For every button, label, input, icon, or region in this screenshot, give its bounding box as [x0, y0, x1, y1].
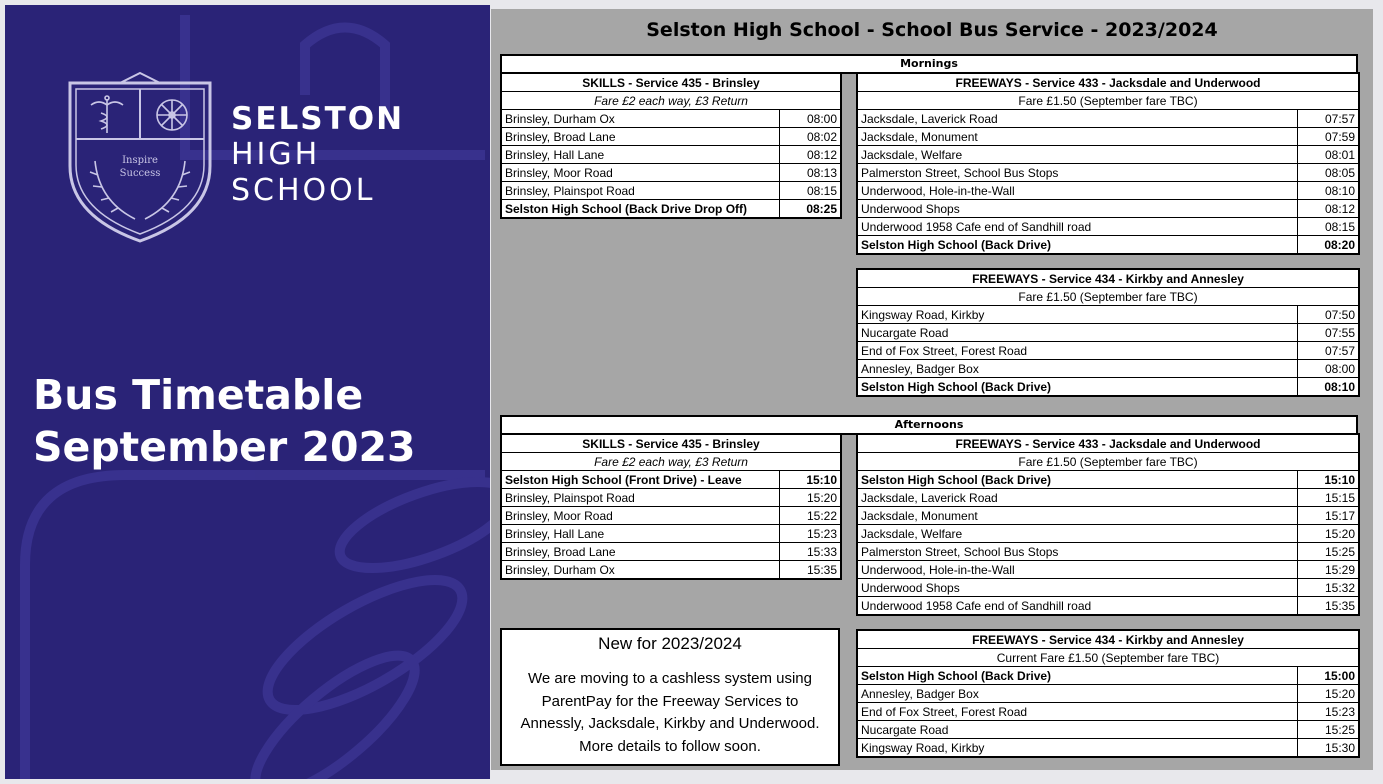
stop-time: 08:01 — [1297, 146, 1359, 164]
stop-name: Selston High School (Back Drive) — [857, 667, 1297, 685]
stop-name: Brinsley, Plainspot Road — [501, 489, 779, 507]
stop-name: Palmerston Street, School Bus Stops — [857, 543, 1297, 561]
table-row — [857, 525, 1359, 543]
stop-name: Brinsley, Hall Lane — [501, 146, 779, 164]
stop-name: Jacksdale, Welfare — [857, 525, 1297, 543]
table-row — [501, 164, 841, 182]
stop-time: 08:02 — [779, 128, 841, 146]
stop-time: 08:10 — [1297, 182, 1359, 200]
stop-name: Kingsway Road, Kirkby — [857, 739, 1297, 758]
notice-title: New for 2023/2024 — [598, 634, 742, 653]
stop-time: 08:13 — [779, 164, 841, 182]
stop-time: 15:20 — [779, 489, 841, 507]
stop-time: 08:15 — [1297, 218, 1359, 236]
stop-name: Annesley, Badger Box — [857, 360, 1297, 378]
table-row — [501, 489, 841, 507]
service-title: SKILLS - Service 435 - Brinsley — [501, 73, 841, 92]
table-row — [857, 324, 1359, 342]
stop-name: End of Fox Street, Forest Road — [857, 342, 1297, 360]
stop-time: 15:29 — [1297, 561, 1359, 579]
stop-time: 15:00 — [1297, 667, 1359, 685]
stop-name: End of Fox Street, Forest Road — [857, 703, 1297, 721]
mornings-freeways-434-table — [856, 268, 1360, 397]
stop-time: 15:17 — [1297, 507, 1359, 525]
stop-name: Annesley, Badger Box — [857, 685, 1297, 703]
table-row — [857, 561, 1359, 579]
caduceus-icon — [91, 96, 123, 133]
table-row — [857, 236, 1359, 255]
stop-time: 15:35 — [1297, 597, 1359, 616]
stop-name: Underwood Shops — [857, 200, 1297, 218]
fare-text: Fare £2 each way, £3 Return — [501, 453, 841, 471]
stop-time: 08:15 — [779, 182, 841, 200]
fare-text: Fare £1.50 (September fare TBC) — [857, 92, 1359, 110]
stop-name: Jacksdale, Laverick Road — [857, 110, 1297, 128]
stop-name: Brinsley, Durham Ox — [501, 110, 779, 128]
stop-time: 15:23 — [1297, 703, 1359, 721]
stop-name: Nucargate Road — [857, 721, 1297, 739]
stop-name: Brinsley, Broad Lane — [501, 128, 779, 146]
stop-name: Selston High School (Back Drive) — [857, 471, 1297, 489]
stop-time: 15:20 — [1297, 685, 1359, 703]
table-row — [501, 507, 841, 525]
table-row — [857, 128, 1359, 146]
stop-name: Brinsley, Plainspot Road — [501, 182, 779, 200]
stop-time: 08:20 — [1297, 236, 1359, 255]
stop-time: 15:20 — [1297, 525, 1359, 543]
table-row — [501, 543, 841, 561]
table-row — [857, 471, 1359, 489]
stop-time: 07:57 — [1297, 110, 1359, 128]
mornings-skills-435-table — [500, 72, 842, 219]
fare-text: Current Fare £1.50 (September fare TBC) — [857, 649, 1359, 667]
stop-time: 15:30 — [1297, 739, 1359, 758]
stop-name: Jacksdale, Monument — [857, 128, 1297, 146]
table-row — [857, 218, 1359, 236]
table-row — [501, 525, 841, 543]
mornings-freeways-433-table — [856, 72, 1360, 255]
table-row — [857, 306, 1359, 324]
stop-name: Underwood, Hole-in-the-Wall — [857, 561, 1297, 579]
stop-name: Selston High School (Back Drive) — [857, 236, 1297, 255]
stop-name: Nucargate Road — [857, 324, 1297, 342]
stop-name: Underwood Shops — [857, 579, 1297, 597]
stop-time: 08:12 — [779, 146, 841, 164]
stop-time: 15:15 — [1297, 489, 1359, 507]
stop-time: 15:10 — [1297, 471, 1359, 489]
table-row — [857, 597, 1359, 616]
stop-time: 07:57 — [1297, 342, 1359, 360]
timetable-panel — [491, 9, 1373, 770]
motto-line1: Inspire — [122, 155, 158, 166]
table-row — [501, 561, 841, 580]
table-row — [501, 128, 841, 146]
stop-time: 15:23 — [779, 525, 841, 543]
stop-name: Brinsley, Broad Lane — [501, 543, 779, 561]
stop-name: Underwood, Hole-in-the-Wall — [857, 182, 1297, 200]
service-title: SKILLS - Service 435 - Brinsley — [501, 434, 841, 453]
stop-name: Selston High School (Back Drive Drop Off) — [501, 200, 779, 219]
table-row — [857, 703, 1359, 721]
stop-time: 15:25 — [1297, 543, 1359, 561]
table-row — [857, 543, 1359, 561]
stop-name: Brinsley, Hall Lane — [501, 525, 779, 543]
stop-name: Jacksdale, Laverick Road — [857, 489, 1297, 507]
wheel-icon — [157, 100, 187, 130]
stop-time: 07:59 — [1297, 128, 1359, 146]
fare-text: Fare £1.50 (September fare TBC) — [857, 288, 1359, 306]
mornings-band: Mornings — [500, 54, 1358, 74]
stop-time: 15:22 — [779, 507, 841, 525]
service-title: FREEWAYS - Service 433 - Jacksdale and Underwood — [857, 434, 1359, 453]
headline-line2: September 2023 — [33, 423, 416, 471]
table-row — [857, 739, 1359, 758]
brand-line3: SCHOOL — [231, 173, 376, 208]
table-row — [857, 360, 1359, 378]
table-row — [857, 685, 1359, 703]
stop-time: 08:25 — [779, 200, 841, 219]
stop-name: Brinsley, Moor Road — [501, 507, 779, 525]
stop-time: 15:25 — [1297, 721, 1359, 739]
table-row — [857, 667, 1359, 685]
service-title: FREEWAYS - Service 433 - Jacksdale and Underwood — [857, 73, 1359, 92]
table-row — [501, 146, 841, 164]
stop-time: 07:50 — [1297, 306, 1359, 324]
stop-name: Brinsley, Durham Ox — [501, 561, 779, 580]
stop-name: Jacksdale, Welfare — [857, 146, 1297, 164]
brand-line2: HIGH — [231, 137, 321, 172]
table-row — [857, 182, 1359, 200]
table-row — [501, 200, 841, 219]
stop-time: 08:00 — [1297, 360, 1359, 378]
stop-name: Brinsley, Moor Road — [501, 164, 779, 182]
fare-text: Fare £1.50 (September fare TBC) — [857, 453, 1359, 471]
afternoons-skills-435-table — [500, 433, 842, 580]
new-for-2023-notice — [500, 628, 840, 766]
afternoons-freeways-434-table — [856, 629, 1360, 758]
service-title: FREEWAYS - Service 434 - Kirkby and Annesley — [857, 630, 1359, 649]
stop-name: Selston High School (Front Drive) - Leave — [501, 471, 779, 489]
table-row — [501, 110, 841, 128]
stop-name: Palmerston Street, School Bus Stops — [857, 164, 1297, 182]
afternoons-freeways-433-table — [856, 433, 1360, 616]
stop-name: Underwood 1958 Cafe end of Sandhill road — [857, 597, 1297, 616]
table-row — [857, 721, 1359, 739]
stop-time: 07:55 — [1297, 324, 1359, 342]
table-row — [857, 164, 1359, 182]
table-row — [857, 489, 1359, 507]
table-row — [857, 110, 1359, 128]
brand-line1: SELSTON — [231, 101, 405, 137]
service-title: FREEWAYS - Service 434 - Kirkby and Annesley — [857, 269, 1359, 288]
headline-line1: Bus Timetable — [33, 371, 364, 419]
stop-time: 08:10 — [1297, 378, 1359, 397]
afternoons-band: Afternoons — [500, 415, 1358, 435]
stop-time: 08:12 — [1297, 200, 1359, 218]
left-banner — [5, 5, 490, 779]
stop-name: Selston High School (Back Drive) — [857, 378, 1297, 397]
notice-body: We are moving to a cashless system using ParentPay for the Freeway Services to Annessly, Jacksdale, Kirkby and Underwood. More details to follow soon. — [520, 670, 820, 755]
stop-time: 15:35 — [779, 561, 841, 580]
table-row — [857, 378, 1359, 397]
stop-name: Jacksdale, Monument — [857, 507, 1297, 525]
stop-name: Kingsway Road, Kirkby — [857, 306, 1297, 324]
table-row — [857, 342, 1359, 360]
table-row — [857, 579, 1359, 597]
school-crest-logo — [65, 71, 215, 246]
page-title: Selston High School - School Bus Service - 2023/2024 — [646, 19, 1218, 41]
stop-time: 08:05 — [1297, 164, 1359, 182]
table-row — [857, 146, 1359, 164]
table-row — [501, 182, 841, 200]
table-row — [857, 200, 1359, 218]
stop-time: 15:33 — [779, 543, 841, 561]
stop-time: 15:10 — [779, 471, 841, 489]
stop-name: Underwood 1958 Cafe end of Sandhill road — [857, 218, 1297, 236]
table-row — [857, 507, 1359, 525]
stop-time: 15:32 — [1297, 579, 1359, 597]
fare-text: Fare £2 each way, £3 Return — [501, 92, 841, 110]
table-row — [501, 471, 841, 489]
motto-line2: Success — [119, 168, 161, 179]
stop-time: 08:00 — [779, 110, 841, 128]
